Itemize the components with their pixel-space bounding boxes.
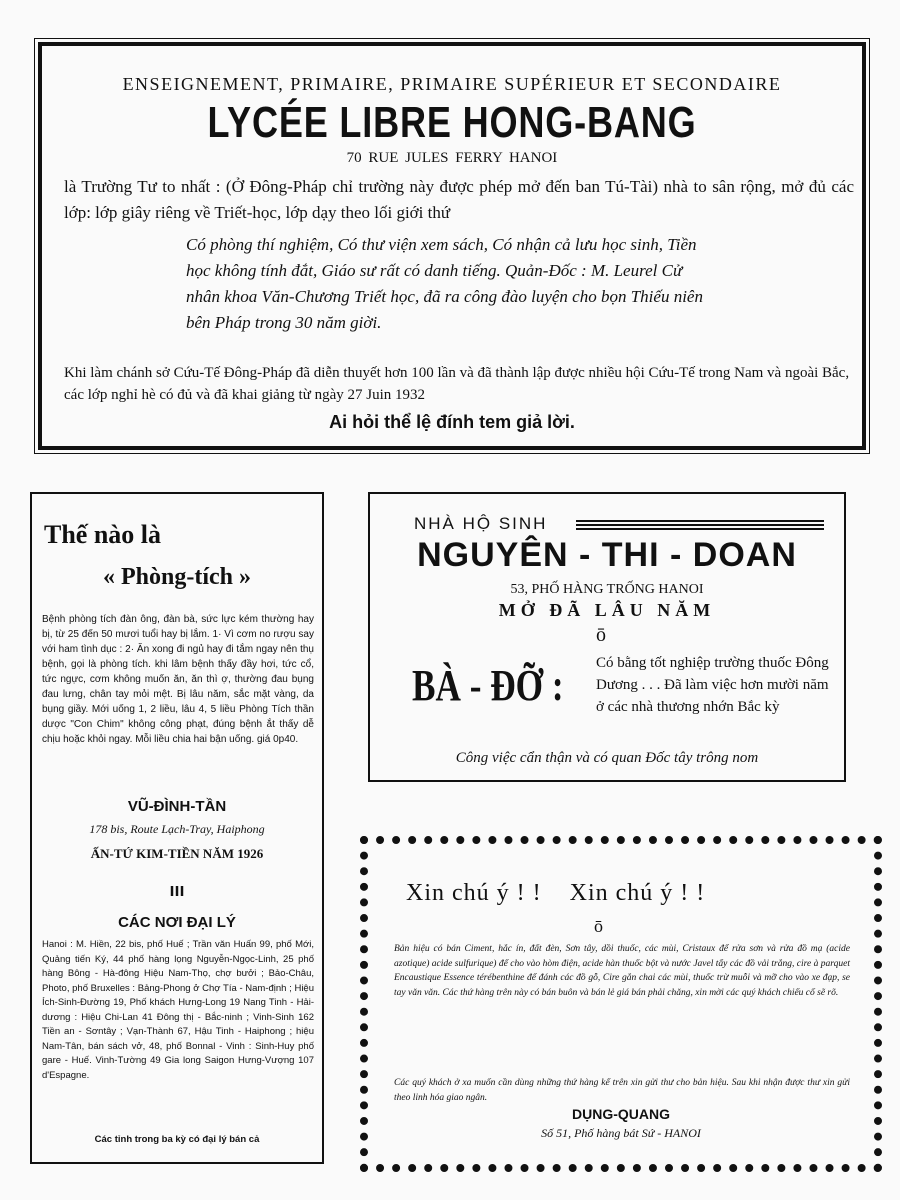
dungquang-address: Số 51, Phố hàng bát Sứ - HANOI xyxy=(541,1126,701,1140)
hosinh-since: MỞ ĐÃ LÂU NĂM xyxy=(498,600,716,620)
lycee-history: Khi làm chánh sở Cứu-Tế Đông-Pháp đã diễn thuyết hơn 100 lần và đã thành lập được nhiều hội Cứu-Tế trong Nam và ngoài Bắc, các lớp nghỉ hè có đủ và đã khai giảng từ ngày 27 Juin 1932 xyxy=(64,365,850,403)
lycee-intro: là Trường Tư to nhất : (Ở Đông-Pháp chỉ trường này được phép mở đến ban Tú-Tài) nhà to sân rộng, mở đủ các lớp: lớp giây riêng về Triết-học, lớp dạy theo lối giới thứ xyxy=(64,177,854,222)
phongtich-address: 178 bis, Route Lạch-Tray, Haiphong xyxy=(89,822,265,836)
lycee-subtitle: ENSEIGNEMENT, PRIMAIRE, PRIMAIRE SUPÉRIEUR ET SECONDAIRE xyxy=(122,74,782,94)
phongtich-body: Bệnh phòng tích đàn ông, đàn bà, sức lực kém thường hay bị, từ 25 đến 50 mươi tuổi hay bị lắm. 1· Vì cơm no rượu say với ham tình dục : 2· Ăn xong đi ngủ hay đi tắm ngay nên thụ bệnh, gọi là phòng tích. khi lâm bệnh thấy đầy hơi, tức cổ, tức ngực, cơm không muốn ăn, ăn thì ợ, thường đau bụng đau lưng, chân tay mỏi mệt. Bị lâu năm, sắc mặt vàng, da bụng giầy. Mới uống 1, 2 liều, lâu 4, 5 liều Phòng Tích thần dược "Con Chim" không công phạt, đúng bệnh ắt thấy dễ chịu hoặc khỏi ngay. Mỗi liều chia hai bận uống. giá 0p40. xyxy=(42,614,314,745)
lycee-ad xyxy=(38,42,866,450)
lycee-inquiry: Ai hỏi thể lệ đính tem giả lời. xyxy=(329,412,575,432)
phongtich-seller: VŨ-ĐÌNH-TẦN xyxy=(127,798,227,815)
ornament-icon: ō xyxy=(594,916,603,936)
dungquang-signature: DỤNG-QUANG xyxy=(572,1106,670,1122)
phongtich-title: « Phòng-tích » xyxy=(102,564,251,590)
dungquang-body: Bản hiệu có bán Ciment, hắc ín, đất đèn, Sơn tây, dồi thuốc, các mùi, Cristaux để rửa sơn và rửa đồ mạ (acide azotique) acide sulfurique) để cho vào hòm điện, acide hàn thuốc bột và nước Javel tẩy các đồ vải trắng, cire à parquet Encaustique Essence térébenthine để đánh các đồ gỗ, Cire gắn chai các mùi, thuốc trừ muỗi và mỡ cho vào xe đạp, se tay văn văn. Các thứ hàng trên này có bán buôn và bán lẻ giá bán phải chăng, xin mời các quý khách chiếu cố sẽ rõ. xyxy=(394,944,850,998)
hosinh-description: Có bằng tốt nghiệp trường thuốc Đông Dương . . . Đã làm việc hơn mười năm ở các nhà thương nhớn Bắc kỳ xyxy=(596,655,829,715)
lycee-address: 70 RUE JULES FERRY HANOI xyxy=(346,150,558,166)
dungquang-headline: Xin chú ý ! ! Xin chú ý ! ! xyxy=(406,880,706,906)
lycee-features: Có phòng thí nghiệm, Có thư viện xem sách, Có nhận cả lưu học sinh, Tiền học không tính đắt, Giáo sư rất có danh tiếng. Quản-Đốc : M. Leurel Cử nhân khoa Văn-Chương Triết học, đã ra công đào luyện cho bọn Thiếu niên bên Pháp trong 30 năm giời. xyxy=(186,235,703,332)
ornament-icon: ō xyxy=(596,624,606,646)
agents-list: Hanoi : M. Hiền, 22 bis, phố Huế ; Trần văn Huấn 99, phố Mới, Quảng tiến Ký, 44 phố hàng lọng Nguyễn-Ngọc-Linh, 25 phố hàng Bông - Hà-đông Hiệu Nam-Thọ, chợ bưởi ; Bảo-Châu, Photo, phố Bruxelles : Bảng-Phong ở Chợ Tía - Nam-định ; Hiệu Ích-Sinh-Đường 19, Phố khách Hưng-Long 19 Nang Tinh - Hải-dương : Hiệu Chi-Lan 41 Đông thị - Bắc-ninh ; Vinh-Sinh 162 Tiền an - Sơntây ; Vạn-Thành 67, Hậu Tinh - Haiphong ; hiệu Nam-Tân, bán sách vở, 48, phố Bonnal - Vinh : Sinh-Huy phố gare - Huế. Vinh-Tường 49 Gia long Saigon Hưng-Vượng 107 d'Espagne. xyxy=(42,939,314,1081)
hosinh-bado: BÀ - ĐỠ : xyxy=(412,661,564,710)
decorative-rule xyxy=(576,520,824,532)
hosinh-name: NGUYÊN - THI - DOAN xyxy=(417,536,797,574)
hosinh-footer: Công việc cẩn thận và có quan Đốc tây trông nom xyxy=(455,750,759,766)
phongtich-heading: Thế nào là xyxy=(44,520,162,549)
hosinh-label: NHÀ HỘ SINH xyxy=(414,514,548,533)
phongtich-printer: ẤN-TỨ KIM-TIỀN NĂM 1926 xyxy=(90,846,264,861)
dungquang-ad xyxy=(360,836,882,1172)
dungquang-body-2: Các quý khách ở xa muốn cần dùng những thứ hàng kể trên xin gửi thư cho bản hiệu. Sau khi nhận được thư xin gửi theo linh hóa giao ngân. xyxy=(394,1078,850,1103)
agents-title: CÁC NƠI ĐẠI LÝ xyxy=(118,914,236,931)
hosinh-ad xyxy=(368,492,846,782)
phongtich-ad xyxy=(30,492,324,1164)
agents-footer: Các tỉnh trong ba kỳ có đại lý bán cả xyxy=(94,1134,260,1145)
ornament-icon: ııı xyxy=(169,880,185,900)
hosinh-address: 53, PHỐ HÀNG TRỐNG HANOI xyxy=(510,582,704,597)
lycee-title: LYCÉE LIBRE HONG-BANG xyxy=(207,98,697,147)
